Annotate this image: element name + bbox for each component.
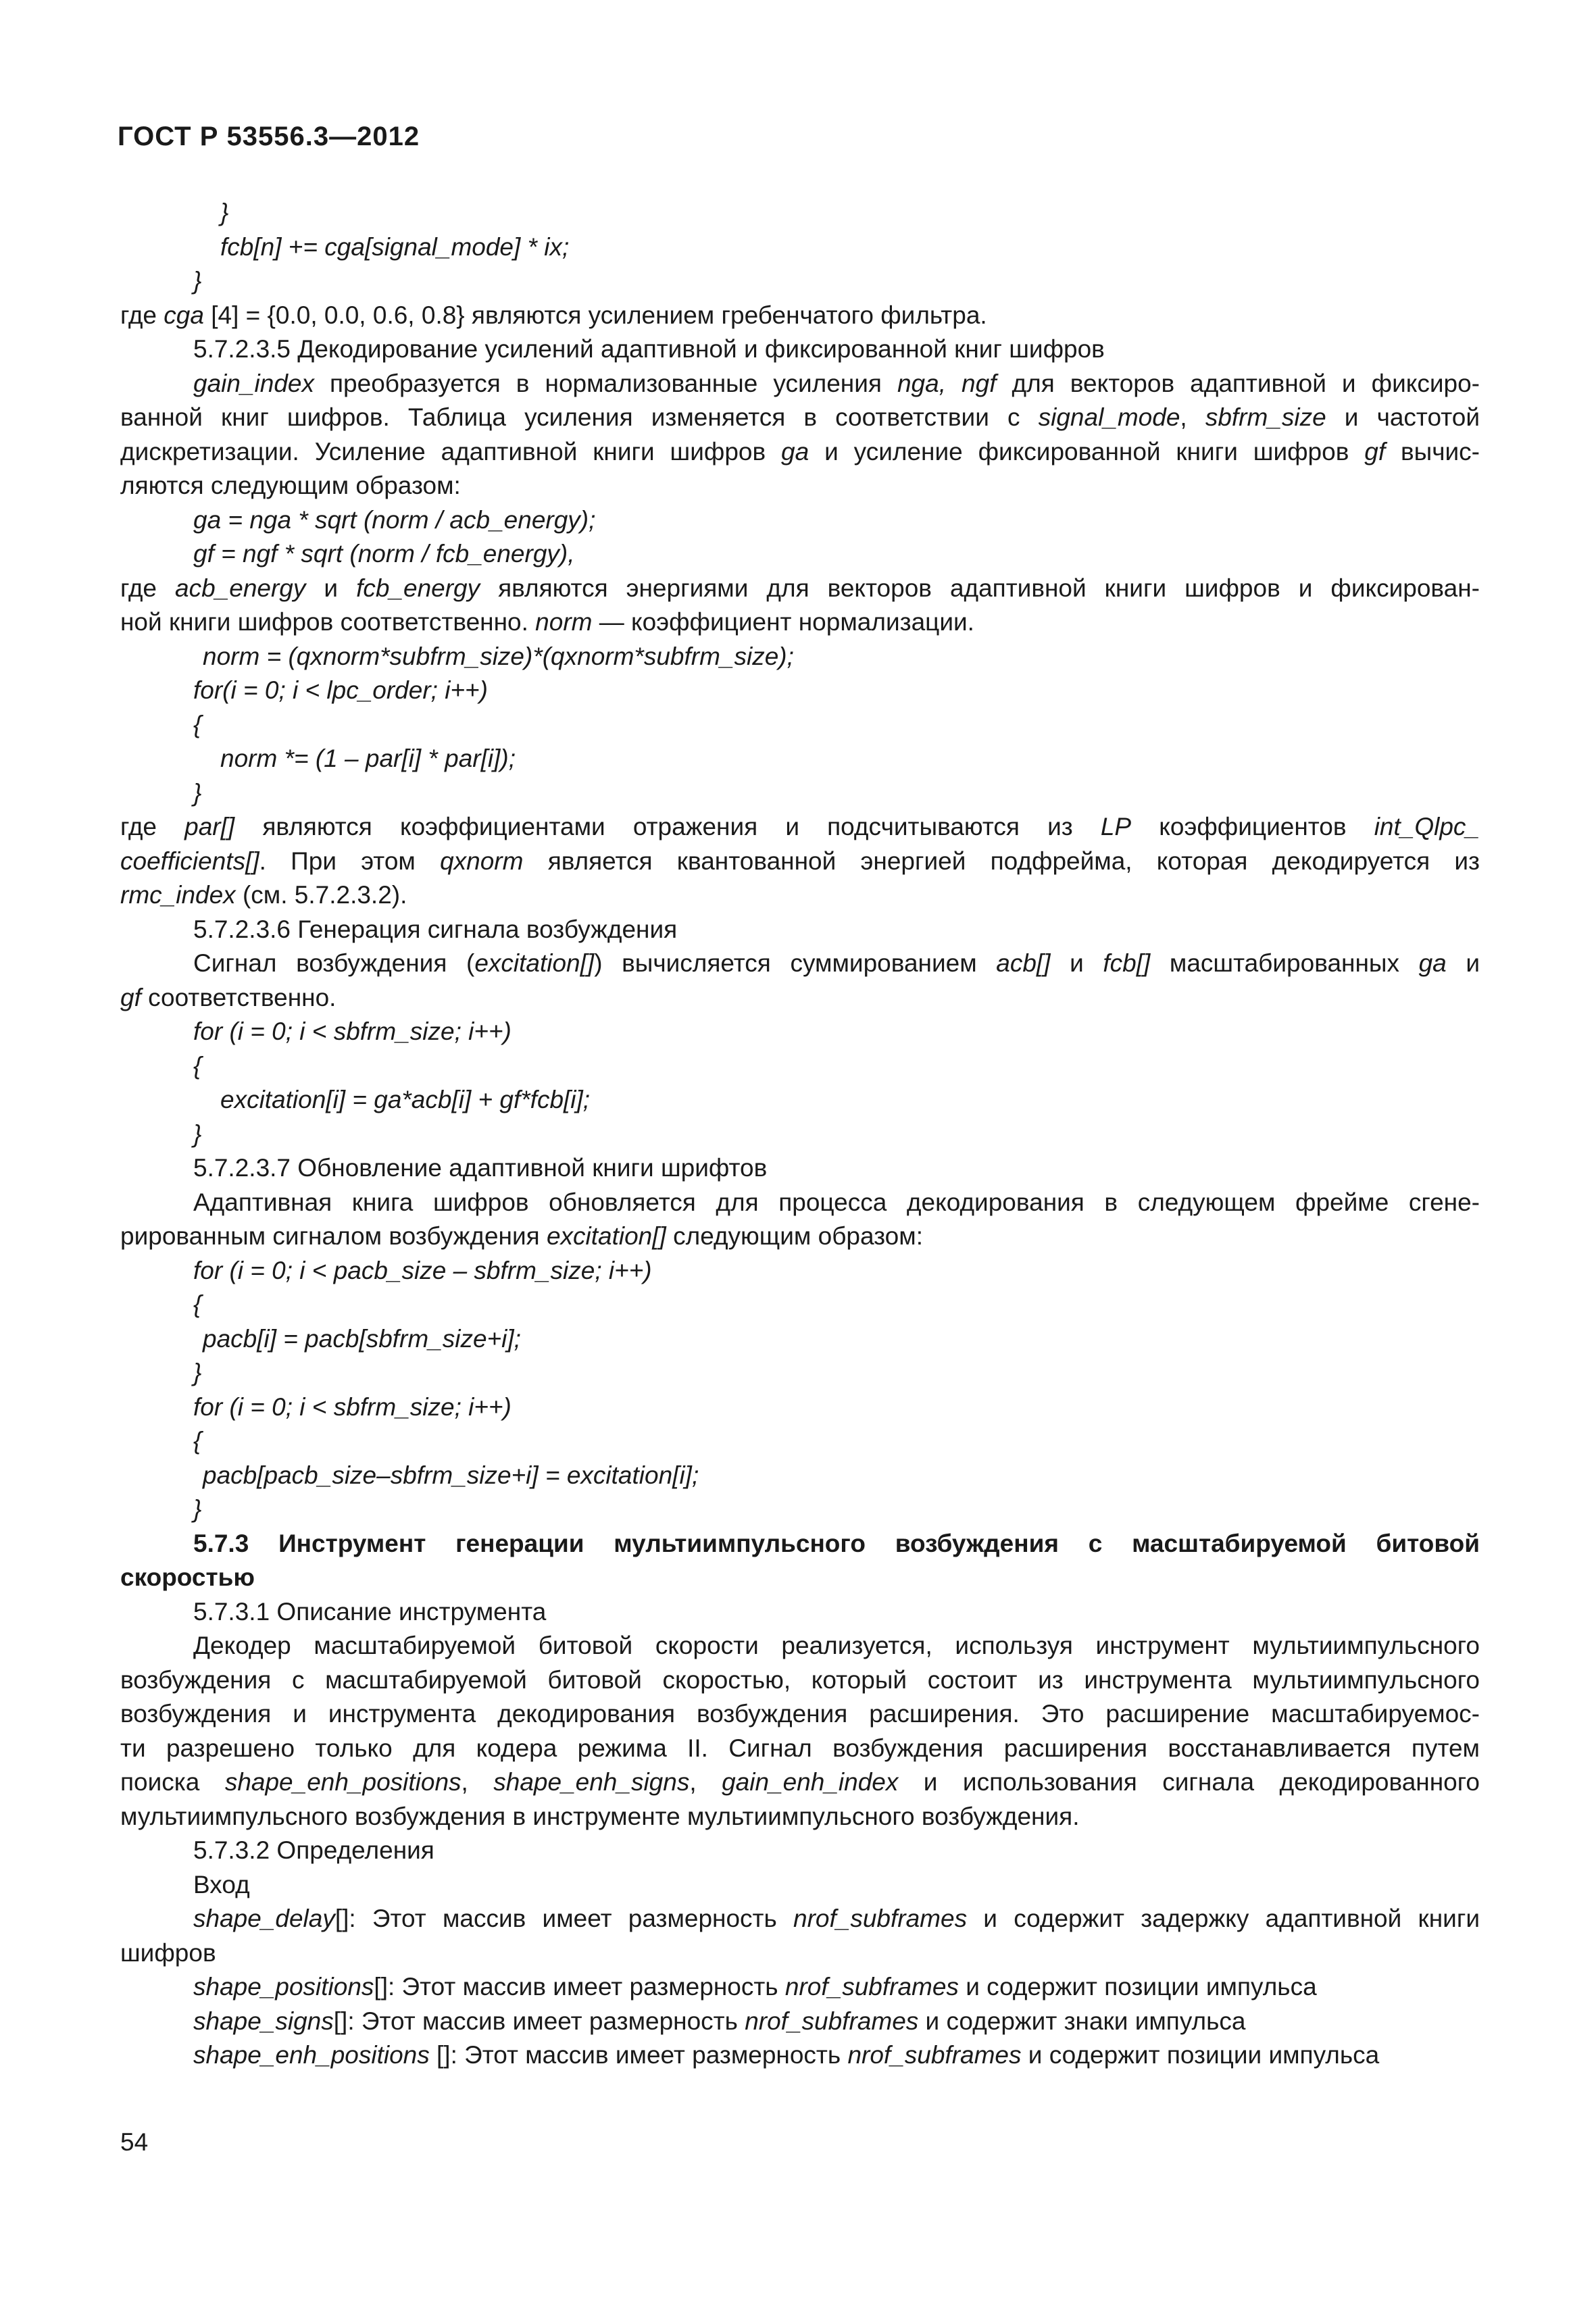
- text-line: gain_index преобразуется в нормализованные усиления nga, ngf для векторов адаптивной и фиксиро-: [193, 369, 1480, 397]
- code-line: {: [193, 1051, 202, 1080]
- definition-line: shape_positions[]: Этот массив имеет размерность nrof_subframes и содержит позиции импульса: [193, 1973, 1317, 2001]
- text-line: дискретизации. Усиление адаптивной книги шифров ga и усиление фиксированной книги шифров gf вычис-: [120, 437, 1480, 466]
- document-header: ГОСТ Р 53556.3—2012: [118, 122, 420, 151]
- code-line: {: [193, 1427, 202, 1455]
- text-line: ти разрешено только для кодера режима II. Сигнал возбуждения расширения восстанавливается путем: [120, 1734, 1480, 1762]
- text-line: рированным сигналом возбуждения excitation[] следующим образом:: [120, 1222, 923, 1250]
- text-line: где par[] являются коэффициентами отражения и подсчитываются из LP коэффициентов int_Qlpc_: [120, 813, 1480, 840]
- code-line: }: [193, 267, 202, 295]
- code-line: for (i = 0; i < sbfrm_size; i++): [193, 1017, 512, 1045]
- subsection-heading: 5.7.2.3.5 Декодирование усилений адаптивной и фиксированной книг шифров: [193, 335, 1105, 363]
- code-line: }: [193, 1495, 202, 1523]
- section-heading-continued: скоростью: [120, 1563, 255, 1591]
- text-line: возбуждения и инструмента декодирования возбуждения расширения. Это расширение масштабируемос-: [120, 1700, 1480, 1728]
- text-line: мультиимпульсного возбуждения в инструменте мультиимпульсного возбуждения.: [120, 1802, 1080, 1830]
- code-line: }: [220, 199, 229, 226]
- page-number: 54: [120, 2128, 149, 2156]
- text-line: где acb_energy и fcb_energy являются энергиями для векторов адаптивной книги шифров и фиксирован-: [120, 574, 1480, 602]
- code-line: norm *= (1 – par[i] * par[i]);: [220, 745, 516, 772]
- code-line: norm = (qxnorm*subfrm_size)*(qxnorm*subfrm_size);: [203, 642, 794, 670]
- formula-line: ga = nga * sqrt (norm / acb_energy);: [193, 505, 596, 534]
- text-line: rmc_index (см. 5.7.2.3.2).: [120, 881, 407, 909]
- section-heading: 5.7.3 Инструмент генерации мультиимпульсного возбуждения с масштабируемой битовой: [193, 1529, 1480, 1557]
- text-line: Адаптивная книга шифров обновляется для процесса декодирования в следующем фрейме сгене-: [193, 1188, 1480, 1216]
- text-line: ной книги шифров соответственно. norm — коэффициент нормализации.: [120, 608, 974, 636]
- code-line: excitation[i] = ga*acb[i] + gf*fcb[i];: [220, 1086, 591, 1113]
- code-line: pacb[pacb_size–sbfrm_size+i] = excitation[i];: [203, 1461, 699, 1489]
- definition-line: shape_signs[]: Этот массив имеет размерность nrof_subframes и содержит знаки импульса: [193, 2007, 1246, 2035]
- definition-line: shape_delay[]: Этот массив имеет размерность nrof_subframes и содержит задержку адаптивной книги: [193, 1905, 1480, 1932]
- code-line: for(i = 0; i < lpc_order; i++): [193, 676, 488, 704]
- code-line: {: [193, 710, 202, 738]
- code-line: fcb[n] += cga[signal_mode] * ix;: [220, 232, 570, 261]
- text-line: поиска shape_enh_positions, shape_enh_signs, gain_enh_index и использования сигнала декодированного: [120, 1768, 1480, 1796]
- text-line: coefficients[]. При этом qxnorm является квантованной энергией подфрейма, которая декодируется из: [120, 847, 1480, 875]
- text-line: где cga [4] = {0.0, 0.0, 0.6, 0.8} являются усилением гребенчатого фильтра.: [120, 301, 987, 329]
- text-line: ванной книг шифров. Таблица усиления изменяется в соответствии с signal_mode, sbfrm_size и частотой: [120, 403, 1480, 431]
- subsection-heading: 5.7.2.3.6 Генерация сигнала возбуждения: [193, 915, 678, 943]
- code-line: for (i = 0; i < pacb_size – sbfrm_size; i++): [193, 1256, 652, 1284]
- text-line: Декодер масштабируемой битовой скорости реализуется, используя инструмент мультиимпульсного: [193, 1632, 1480, 1659]
- code-line: }: [193, 1120, 202, 1148]
- code-line: {: [193, 1290, 202, 1318]
- text-line: Сигнал возбуждения (excitation[]) вычисляется суммированием acb[] и fcb[] масштабированных ga и: [193, 949, 1480, 977]
- code-line: }: [193, 1359, 202, 1386]
- text-line: шифров: [120, 1938, 216, 1967]
- text-line: gf соответственно.: [120, 983, 336, 1011]
- subsection-heading: 5.7.3.2 Определения: [193, 1836, 434, 1864]
- definition-line: shape_enh_positions []: Этот массив имеет размерность nrof_subframes и содержит позиции импульса: [193, 2041, 1380, 2069]
- text-line: ляются следующим образом:: [120, 472, 461, 499]
- code-line: for (i = 0; i < sbfrm_size; i++): [193, 1392, 512, 1421]
- formula-line: gf = ngf * sqrt (norm / fcb_energy),: [193, 540, 575, 568]
- text-line: возбуждения с масштабируемой битовой скоростью, который состоит из инструмента мультиимпульсного: [120, 1665, 1480, 1694]
- code-line: }: [193, 778, 202, 807]
- code-line: pacb[i] = pacb[sbfrm_size+i];: [203, 1324, 521, 1353]
- subsection-heading: 5.7.2.3.7 Обновление адаптивной книги шрифтов: [193, 1154, 768, 1182]
- text-line: Вход: [193, 1870, 250, 1898]
- subsection-heading: 5.7.3.1 Описание инструмента: [193, 1597, 547, 1626]
- page-body: [120, 196, 1480, 2073]
